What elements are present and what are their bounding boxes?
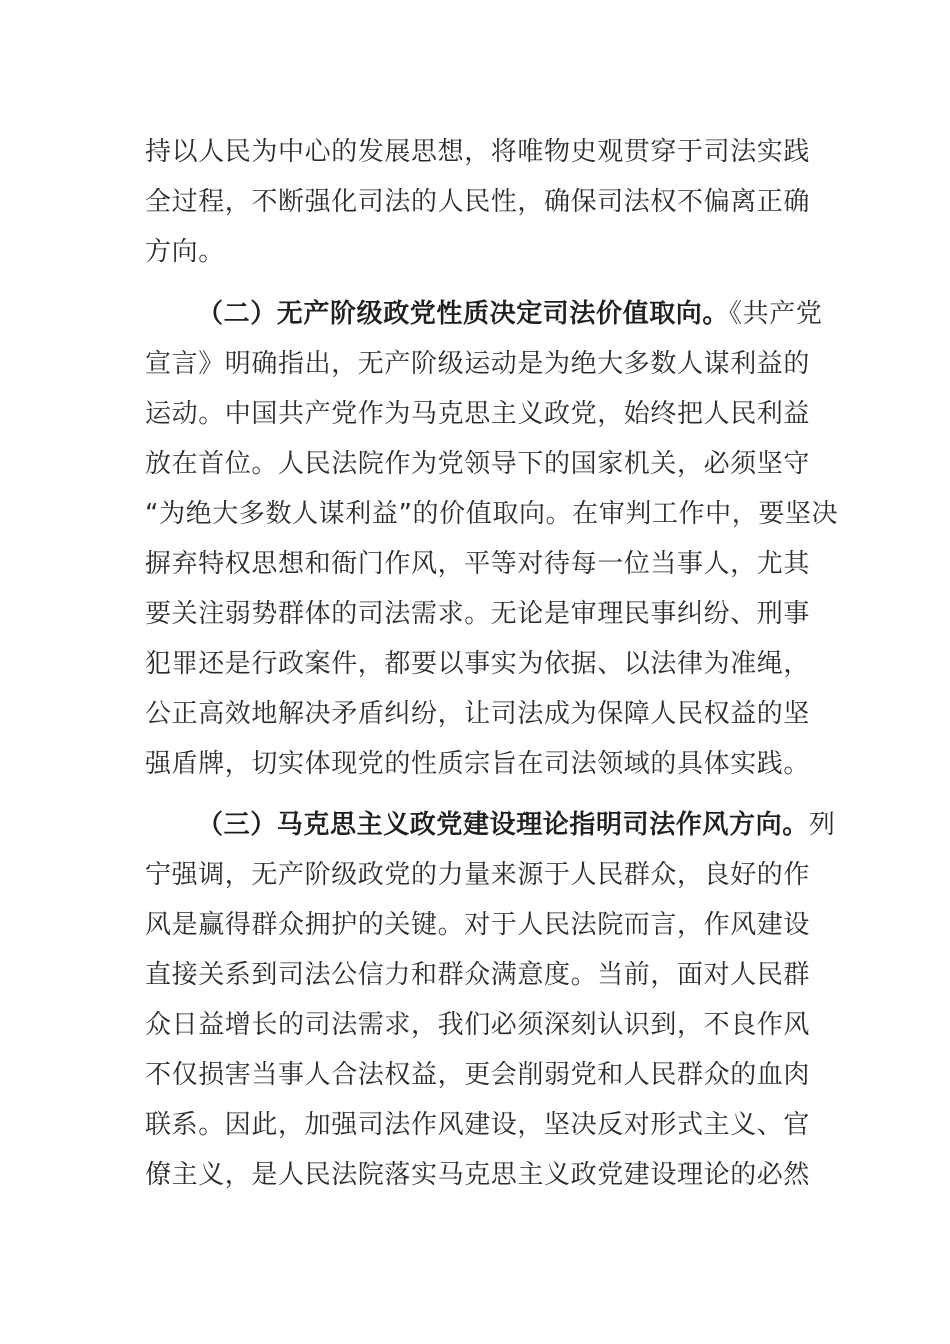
text-line: 要关注弱势群体的司法需求。无论是审理民事纠纷、刑事 [145,599,811,629]
text-line: 宁强调，无产阶级政党的力量来源于人民群众，良好的作 [145,860,811,890]
paragraph-first-line [145,800,836,850]
text-line: 方向。 [145,237,225,267]
text-line: 风是赢得群众拥护的关键。对于人民法院而言，作风建设 [145,910,811,940]
first-line-text: 《共产党 [729,299,823,329]
paragraph-2 [145,289,839,789]
text-line: “为绝大多数人谋利益”的价值取向。在审判工作中，要坚决 [145,499,839,529]
text-line: 摒弃特权思想和衙门作风，平等对待每一位当事人，尤其 [145,549,811,579]
text-line: 运动。中国共产党作为马克思主义政党，始终把人民利益 [145,399,811,429]
text-line: 强盾牌，切实体现党的性质宗旨在司法领域的具体实践。 [145,749,811,779]
paragraph-1 [145,127,811,277]
first-line-text: 列 [808,810,836,840]
text-line: 全过程，不断强化司法的人民性，确保司法权不偏离正确 [145,187,811,217]
section-heading-3: （三）马克思主义政党建设理论指明司法作风方向。 [197,810,809,840]
paragraph-first-line [145,289,823,339]
text-line: 直接关系到司法公信力和群众满意度。当前，面对人民群 [145,960,811,990]
text-line: 放在首位。人民法院作为党领导下的国家机关，必须坚守 [145,449,811,479]
paragraph-3 [145,800,836,1200]
text-line: 联系。因此，加强司法作风建设，坚决反对形式主义、官 [145,1110,811,1140]
section-heading-2: （二）无产阶级政党性质决定司法价值取向。 [197,299,730,329]
text-line: 持以人民为中心的发展思想，将唯物史观贯穿于司法实践 [145,137,811,167]
text-line: 众日益增长的司法需求，我们必须深刻认识到，不良作风 [145,1010,811,1040]
text-line: 公正高效地解决矛盾纠纷，让司法成为保障人民权益的坚 [145,699,811,729]
text-line: 僚主义，是人民法院落实马克思主义政党建设理论的必然 [145,1160,811,1190]
text-line: 犯罪还是行政案件，都要以事实为依据、以法律为准绳， [145,649,811,679]
text-line: 宣言》明确指出，无产阶级运动是为绝大多数人谋利益的 [145,349,811,379]
text-line: 不仅损害当事人合法权益，更会削弱党和人民群众的血肉 [145,1060,811,1090]
